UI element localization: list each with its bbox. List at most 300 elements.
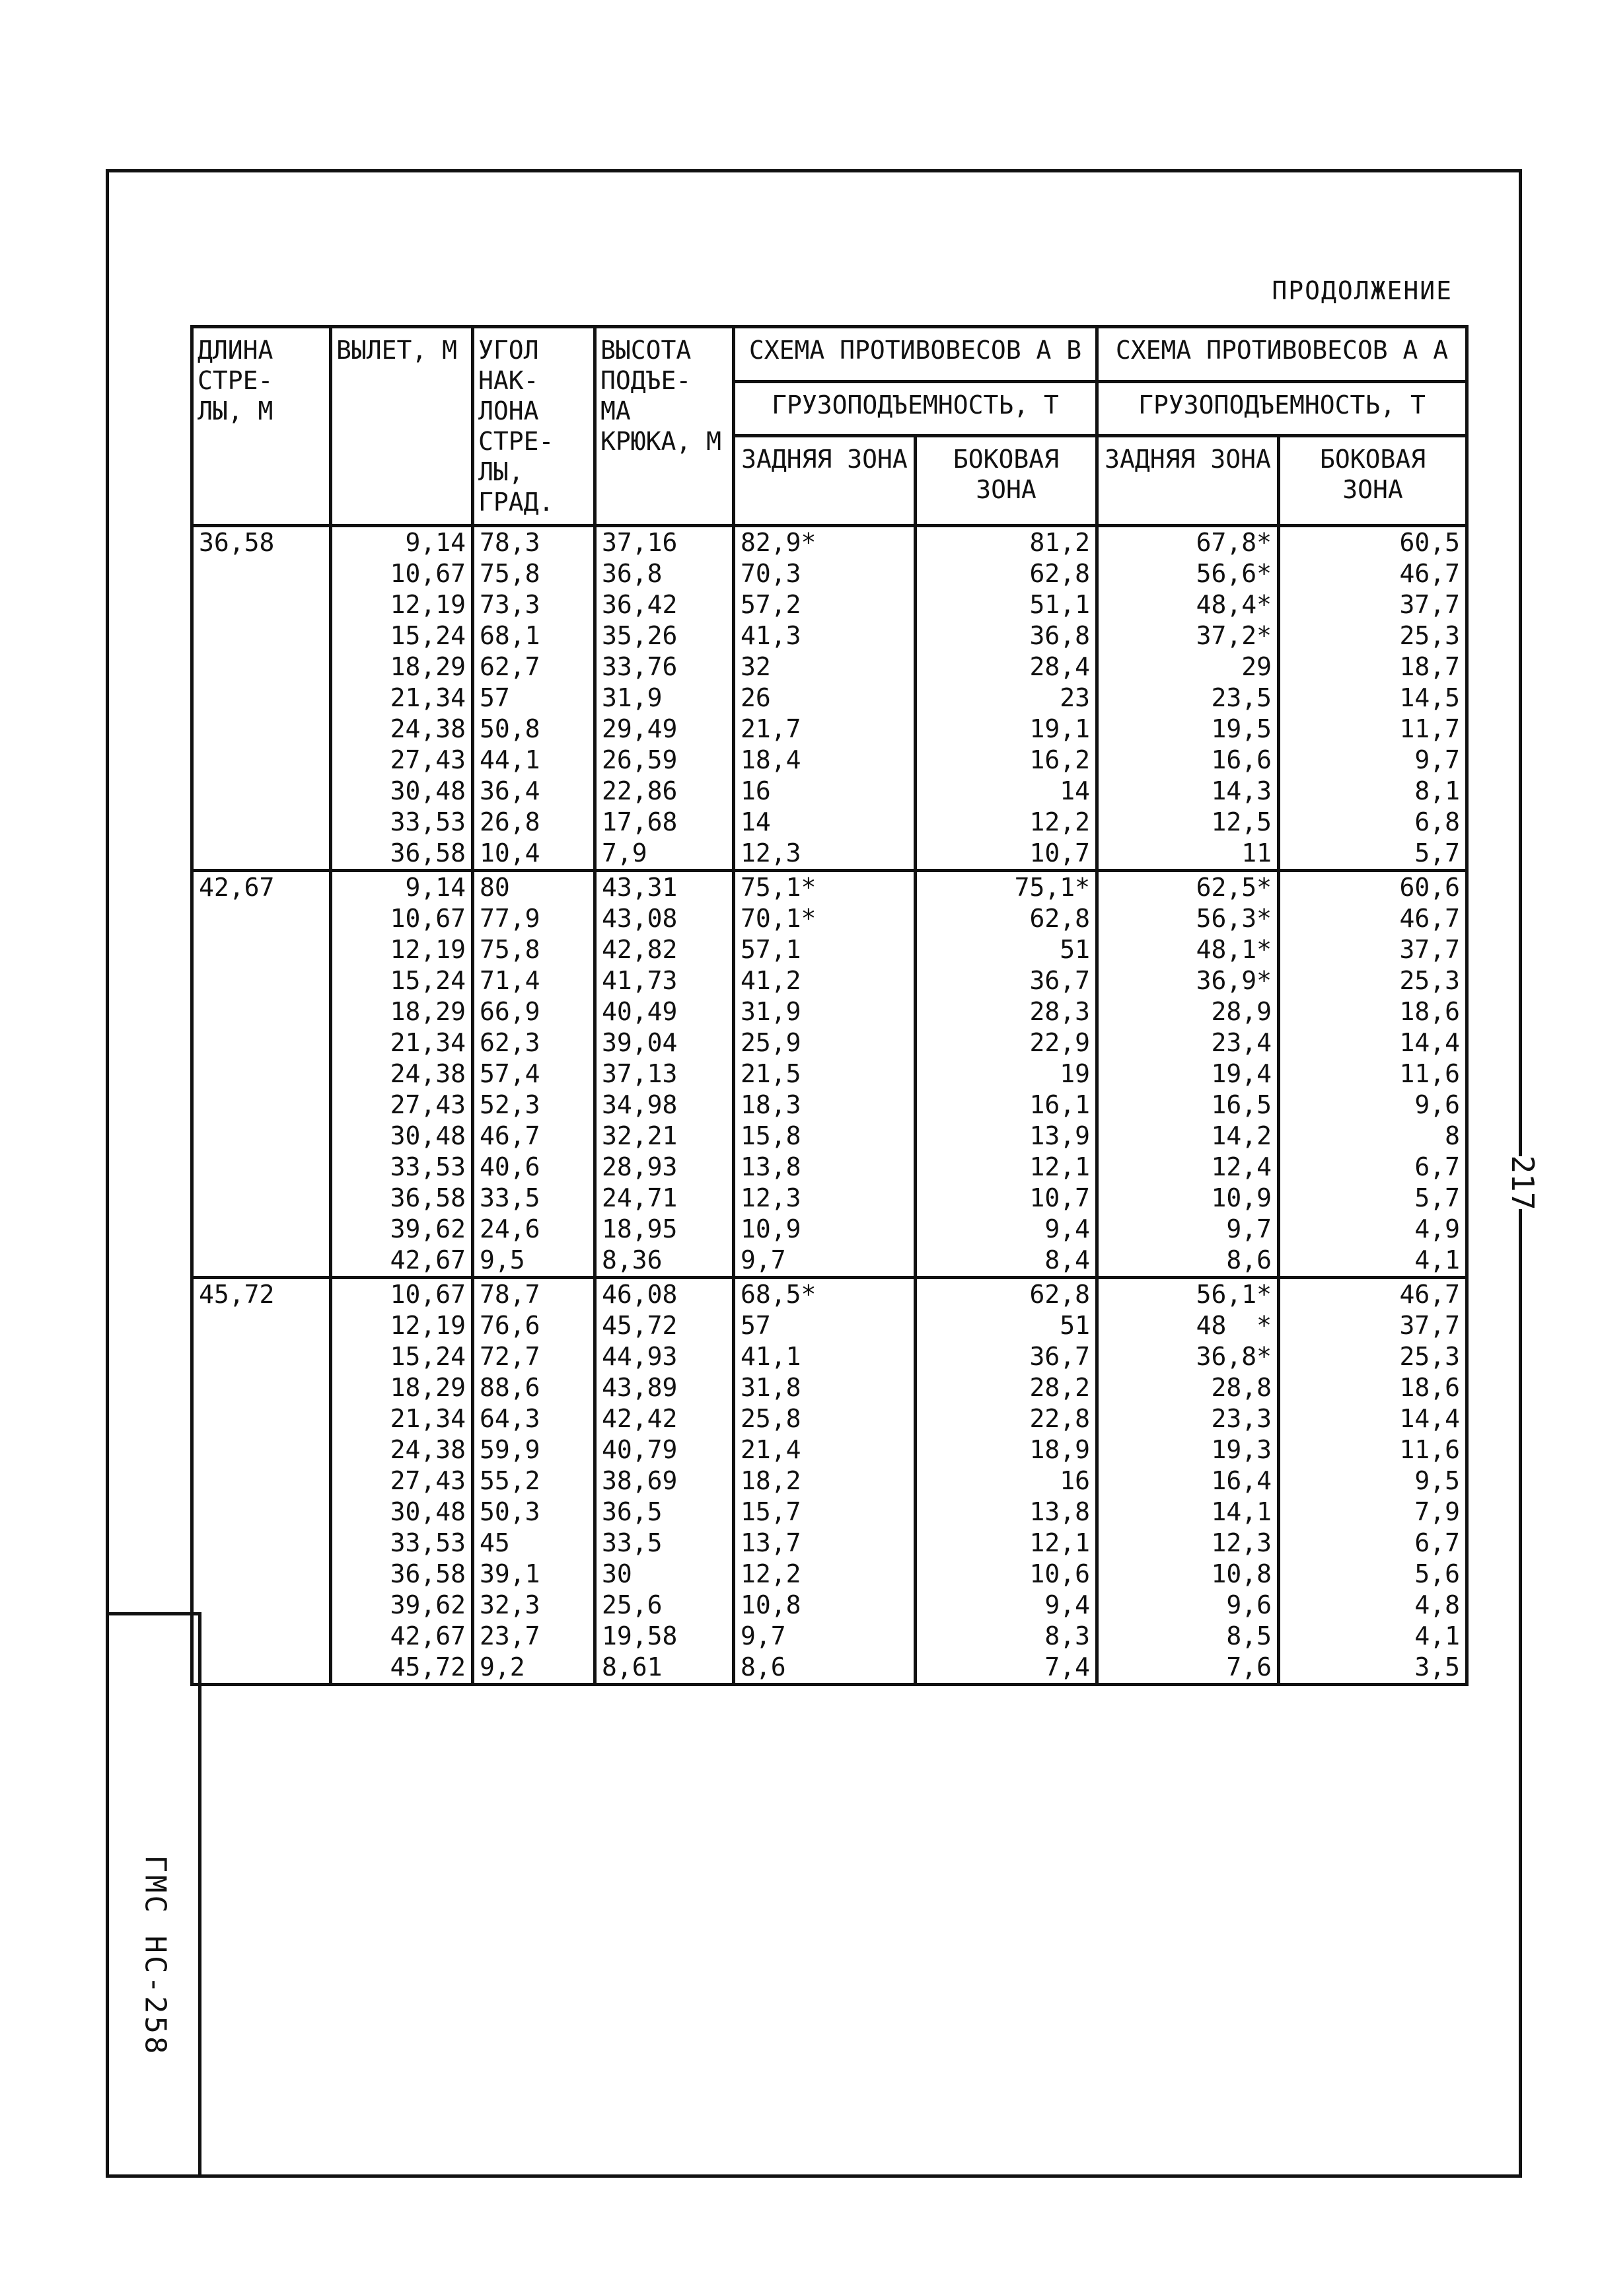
rear-zone-ab-value: 10,9 (741, 1214, 801, 1243)
side-zone-ab-value: 16,2 (1029, 745, 1091, 774)
angle-value: 50,8 (480, 714, 540, 743)
rear-zone-ab-value: 70,3 (741, 559, 801, 588)
angle-value: 62,3 (480, 1028, 540, 1057)
hook-height-value: 33,76 (602, 652, 678, 681)
rear-zone-aa-value: 56,1* (1196, 1280, 1272, 1309)
side-zone-ab-column-cell (916, 526, 1097, 871)
outreach-value: 9,14 (405, 873, 466, 902)
outreach-column-cell (331, 526, 473, 871)
side-zone-aa-value: 7,9 (1414, 1497, 1461, 1526)
rear-zone-ab-value: 41,1 (741, 1342, 801, 1371)
side-zone-aa-value: 6,7 (1414, 1528, 1461, 1557)
angle-value: 50,3 (480, 1497, 540, 1526)
side-zone-aa-value: 25,3 (1399, 1342, 1461, 1371)
side-zone-ab-value: 8,4 (1044, 1245, 1091, 1275)
angle-value: 57 (480, 683, 510, 712)
header-rear-zone-ab: ЗАДНЯЯ ЗОНА (734, 436, 916, 526)
side-zone-ab-column-cell (916, 871, 1097, 1278)
angle-value: 44,1 (480, 745, 540, 774)
hook-height-value: 17,68 (602, 807, 678, 836)
rear-zone-aa-value: 56,3* (1196, 904, 1272, 933)
outreach-column-cell (331, 871, 473, 1278)
header-capacity-ab: ГРУЗОПОДЪЕМНОСТЬ, Т (734, 381, 1097, 436)
rear-zone-aa-value: 28,8 (1211, 1373, 1272, 1402)
outreach-value: 24,38 (390, 1435, 466, 1464)
outreach-value: 33,53 (390, 1528, 466, 1557)
side-zone-ab-value: 16,1 (1029, 1090, 1091, 1119)
hook-height-value: 8,61 (602, 1652, 663, 1682)
rear-zone-ab-value: 21,4 (741, 1435, 801, 1464)
outreach-value: 30,48 (390, 1121, 466, 1150)
angle-value: 55,2 (480, 1466, 540, 1495)
rear-zone-ab-value: 32 (741, 652, 771, 681)
angle-value: 39,1 (480, 1559, 540, 1588)
angle-value: 76,6 (480, 1311, 540, 1340)
side-zone-aa-value: 46,7 (1399, 904, 1461, 933)
side-zone-ab-value: 12,1 (1029, 1528, 1091, 1557)
outreach-value: 36,58 (390, 838, 466, 868)
side-zone-ab-value: 7,4 (1044, 1652, 1091, 1682)
rear-zone-aa-value: 12,3 (1211, 1528, 1272, 1557)
side-zone-aa-column-cell (1279, 871, 1467, 1278)
hook-height-value: 36,8 (602, 559, 663, 588)
angle-value: 9,5 (480, 1245, 525, 1275)
side-zone-aa-value: 37,7 (1399, 1311, 1461, 1340)
angle-value: 80 (480, 873, 510, 902)
header-outreach: ВЫЛЕТ, М (331, 327, 473, 526)
side-zone-aa-value: 14,4 (1399, 1028, 1461, 1057)
outreach-value: 39,62 (390, 1590, 466, 1619)
angle-value: 75,8 (480, 559, 540, 588)
hook-height-value: 41,73 (602, 966, 678, 995)
side-zone-ab-value: 75,1* (1014, 873, 1091, 902)
rear-zone-aa-value: 48,4* (1196, 590, 1272, 619)
side-zone-aa-value: 4,1 (1414, 1621, 1461, 1650)
outreach-value: 10,67 (390, 904, 466, 933)
hook-height-value: 18,95 (602, 1214, 678, 1243)
hook-height-value: 30 (602, 1559, 632, 1588)
angle-value: 46,7 (480, 1121, 540, 1150)
rear-zone-ab-value: 8,6 (741, 1652, 786, 1682)
side-zone-ab-value: 36,7 (1029, 1342, 1091, 1371)
header-side-zone-aa: БОКОВАЯ ЗОНА (1279, 436, 1467, 526)
hook-height-value: 36,42 (602, 590, 678, 619)
rear-zone-ab-value: 14 (741, 807, 771, 836)
outreach-column-cell (331, 1278, 473, 1685)
boom-length-cell: 42,67 (192, 871, 331, 1278)
rear-zone-ab-value: 41,3 (741, 621, 801, 650)
rear-zone-aa-value: 14,1 (1211, 1497, 1272, 1526)
side-zone-ab-value: 14 (1060, 776, 1091, 805)
stamp-divider-vertical (198, 1612, 201, 2178)
side-zone-ab-value: 10,6 (1029, 1559, 1091, 1588)
hook-height-value: 42,82 (602, 935, 678, 964)
rear-zone-ab-value: 68,5* (741, 1280, 817, 1309)
hook-height-value: 37,16 (602, 528, 678, 557)
side-zone-aa-value: 25,3 (1399, 966, 1461, 995)
side-zone-aa-value: 37,7 (1399, 590, 1461, 619)
side-zone-aa-value: 14,5 (1399, 683, 1461, 712)
side-zone-ab-value: 28,4 (1029, 652, 1091, 681)
side-zone-ab-value: 19 (1060, 1059, 1091, 1088)
header-rear-zone-aa: ЗАДНЯЯ ЗОНА (1097, 436, 1279, 526)
hook-height-value: 7,9 (602, 838, 647, 868)
rear-zone-aa-value: 29 (1241, 652, 1272, 681)
header-angle: УГОЛ НАК- ЛОНА СТРЕ- ЛЫ, ГРАД. (473, 327, 595, 526)
outreach-value: 18,29 (390, 652, 466, 681)
angle-value: 32,3 (480, 1590, 540, 1619)
side-zone-aa-value: 8 (1445, 1121, 1461, 1150)
hook-height-column-cell (595, 1278, 734, 1685)
hook-height-value: 45,72 (602, 1311, 678, 1340)
side-zone-aa-value: 8,1 (1414, 776, 1461, 805)
outreach-value: 24,38 (390, 1059, 466, 1088)
angle-value: 77,9 (480, 904, 540, 933)
hook-height-column-cell (595, 526, 734, 871)
outreach-value: 15,24 (390, 966, 466, 995)
outreach-value: 30,48 (390, 1497, 466, 1526)
outreach-value: 10,67 (390, 1280, 466, 1309)
side-zone-ab-value: 18,9 (1029, 1435, 1091, 1464)
rear-zone-aa-value: 48,1* (1196, 935, 1272, 964)
rear-zone-aa-value: 14,3 (1211, 776, 1272, 805)
hook-height-value: 26,59 (602, 745, 678, 774)
outreach-value: 33,53 (390, 807, 466, 836)
rear-zone-aa-value: 36,8* (1196, 1342, 1272, 1371)
outreach-value: 21,34 (390, 683, 466, 712)
page-number-box (1483, 1156, 1562, 1209)
outreach-value: 27,43 (390, 745, 466, 774)
side-zone-aa-value: 25,3 (1399, 621, 1461, 650)
hook-height-value: 35,26 (602, 621, 678, 650)
side-zone-ab-value: 62,8 (1029, 904, 1091, 933)
rear-zone-ab-value: 21,5 (741, 1059, 801, 1088)
side-zone-aa-value: 9,7 (1414, 745, 1461, 774)
header-boom-length: ДЛИНА СТРЕ- ЛЫ, М (192, 327, 331, 526)
crane-capacity-table (190, 325, 1469, 1686)
angle-value: 59,9 (480, 1435, 540, 1464)
side-zone-ab-value: 36,8 (1029, 621, 1091, 650)
rear-zone-ab-column-cell (734, 871, 916, 1278)
hook-height-value: 33,5 (602, 1528, 663, 1557)
angle-value: 36,4 (480, 776, 540, 805)
angle-value: 57,4 (480, 1059, 540, 1088)
rear-zone-aa-value: 19,5 (1211, 714, 1272, 743)
side-zone-ab-value: 12,2 (1029, 807, 1091, 836)
side-zone-ab-value: 13,8 (1029, 1497, 1091, 1526)
header-hook-height: ВЫСОТА ПОДЪЕ- МА КРЮКА, М (595, 327, 734, 526)
outreach-value: 36,58 (390, 1183, 466, 1212)
continuation-label: ПРОДОЛЖЕНИЕ (1272, 276, 1453, 305)
rear-zone-ab-value: 26 (741, 683, 771, 712)
side-zone-aa-column-cell (1279, 526, 1467, 871)
hook-height-value: 8,36 (602, 1245, 663, 1275)
rear-zone-aa-value: 16,4 (1211, 1466, 1272, 1495)
rear-zone-aa-value: 67,8* (1196, 528, 1272, 557)
angle-column-cell (473, 526, 595, 871)
side-zone-aa-value: 46,7 (1399, 559, 1461, 588)
rear-zone-ab-value: 13,8 (741, 1152, 801, 1181)
rear-zone-ab-value: 31,8 (741, 1373, 801, 1402)
angle-value: 40,6 (480, 1152, 540, 1181)
angle-value: 78,3 (480, 528, 540, 557)
side-zone-ab-value: 62,8 (1029, 559, 1091, 588)
rear-zone-aa-value: 19,4 (1211, 1059, 1272, 1088)
side-zone-ab-value: 62,8 (1029, 1280, 1091, 1309)
side-zone-ab-column-cell (916, 1278, 1097, 1685)
angle-column-cell (473, 871, 595, 1278)
side-zone-ab-value: 13,9 (1029, 1121, 1091, 1150)
hook-height-value: 36,5 (602, 1497, 663, 1526)
side-zone-aa-value: 5,7 (1414, 1183, 1461, 1212)
rear-zone-aa-value: 8,5 (1226, 1621, 1272, 1650)
rear-zone-aa-value: 8,6 (1226, 1245, 1272, 1275)
side-zone-ab-value: 36,7 (1029, 966, 1091, 995)
side-zone-aa-column-cell (1279, 1278, 1467, 1685)
side-zone-ab-value: 23 (1060, 683, 1091, 712)
side-zone-aa-value: 4,8 (1414, 1590, 1461, 1619)
boom-group-row (192, 871, 1467, 1278)
outreach-value: 39,62 (390, 1214, 466, 1243)
hook-height-value: 46,08 (602, 1280, 678, 1309)
outreach-value: 30,48 (390, 776, 466, 805)
rear-zone-ab-value: 31,9 (741, 997, 801, 1026)
boom-group-row (192, 526, 1467, 871)
rear-zone-ab-value: 13,7 (741, 1528, 801, 1557)
side-zone-aa-value: 14,4 (1399, 1404, 1461, 1433)
side-zone-ab-value: 12,1 (1029, 1152, 1091, 1181)
rear-zone-aa-value: 7,6 (1226, 1652, 1272, 1682)
rear-zone-aa-column-cell (1097, 526, 1279, 871)
angle-value: 26,8 (480, 807, 540, 836)
outreach-value: 18,29 (390, 1373, 466, 1402)
angle-value: 45 (480, 1528, 510, 1557)
side-zone-aa-value: 37,7 (1399, 935, 1461, 964)
rear-zone-aa-value: 36,9* (1196, 966, 1272, 995)
rear-zone-ab-value: 10,8 (741, 1590, 801, 1619)
side-zone-aa-value: 9,5 (1414, 1466, 1461, 1495)
side-zone-aa-value: 9,6 (1414, 1090, 1461, 1119)
rear-zone-aa-value: 23,4 (1211, 1028, 1272, 1057)
outreach-value: 21,34 (390, 1028, 466, 1057)
rear-zone-aa-value: 23,3 (1211, 1404, 1272, 1433)
rear-zone-ab-value: 12,3 (741, 838, 801, 868)
rear-zone-aa-value: 56,6* (1196, 559, 1272, 588)
rear-zone-aa-value: 16,5 (1211, 1090, 1272, 1119)
rear-zone-ab-value: 16 (741, 776, 771, 805)
hook-height-value: 43,89 (602, 1373, 678, 1402)
rear-zone-ab-value: 9,7 (741, 1621, 786, 1650)
rear-zone-ab-column-cell (734, 1278, 916, 1685)
boom-length-cell: 36,58 (192, 526, 331, 871)
rear-zone-ab-value: 9,7 (741, 1245, 786, 1275)
angle-value: 62,7 (480, 652, 540, 681)
hook-height-value: 38,69 (602, 1466, 678, 1495)
rear-zone-aa-value: 9,6 (1226, 1590, 1272, 1619)
side-zone-ab-value: 51 (1060, 1311, 1091, 1340)
rear-zone-ab-value: 18,4 (741, 745, 801, 774)
rear-zone-aa-value: 10,8 (1211, 1559, 1272, 1588)
side-zone-ab-value: 51,1 (1029, 590, 1091, 619)
hook-height-column-cell (595, 871, 734, 1278)
rear-zone-aa-value: 12,4 (1211, 1152, 1272, 1181)
outreach-value: 24,38 (390, 714, 466, 743)
side-zone-aa-value: 11,6 (1399, 1435, 1461, 1464)
rear-zone-aa-value: 23,5 (1211, 683, 1272, 712)
angle-value: 68,1 (480, 621, 540, 650)
outreach-value: 36,58 (390, 1559, 466, 1588)
rear-zone-aa-value: 10,9 (1211, 1183, 1272, 1212)
angle-value: 33,5 (480, 1183, 540, 1212)
side-zone-ab-value: 51 (1060, 935, 1091, 964)
side-zone-ab-value: 8,3 (1044, 1621, 1091, 1650)
side-zone-aa-value: 5,6 (1414, 1559, 1461, 1588)
hook-height-value: 43,31 (602, 873, 678, 902)
outreach-value: 12,19 (390, 935, 466, 964)
side-zone-aa-value: 18,7 (1399, 652, 1461, 681)
side-zone-ab-value: 81,2 (1029, 528, 1091, 557)
hook-height-value: 22,86 (602, 776, 678, 805)
side-zone-aa-value: 46,7 (1399, 1280, 1461, 1309)
rear-zone-ab-value: 75,1* (741, 873, 817, 902)
table-body (192, 526, 1467, 1685)
rear-zone-aa-value: 62,5* (1196, 873, 1272, 902)
angle-value: 78,7 (480, 1280, 540, 1309)
rear-zone-aa-column-cell (1097, 871, 1279, 1278)
outreach-value: 12,19 (390, 1311, 466, 1340)
outreach-value: 27,43 (390, 1090, 466, 1119)
hook-height-value: 42,42 (602, 1404, 678, 1433)
side-zone-ab-value: 22,8 (1029, 1404, 1091, 1433)
outreach-value: 15,24 (390, 1342, 466, 1371)
hook-height-value: 32,21 (602, 1121, 678, 1150)
hook-height-value: 34,98 (602, 1090, 678, 1119)
header-side-zone-ab: БОКОВАЯ ЗОНА (916, 436, 1097, 526)
rear-zone-ab-value: 21,7 (741, 714, 801, 743)
rear-zone-ab-value: 41,2 (741, 966, 801, 995)
angle-value: 52,3 (480, 1090, 540, 1119)
hook-height-value: 40,79 (602, 1435, 678, 1464)
outreach-value: 45,72 (390, 1652, 466, 1682)
side-zone-aa-value: 11,6 (1399, 1059, 1461, 1088)
hook-height-value: 19,58 (602, 1621, 678, 1650)
side-zone-aa-value: 18,6 (1399, 1373, 1461, 1402)
side-zone-ab-value: 10,7 (1029, 1183, 1091, 1212)
rear-zone-ab-value: 12,2 (741, 1559, 801, 1588)
side-zone-ab-value: 9,4 (1044, 1590, 1091, 1619)
hook-height-value: 25,6 (602, 1590, 663, 1619)
page-number: 217 (1505, 1155, 1541, 1210)
angle-value: 88,6 (480, 1373, 540, 1402)
rear-zone-ab-value: 57 (741, 1311, 771, 1340)
angle-value: 71,4 (480, 966, 540, 995)
side-zone-ab-value: 10,7 (1029, 838, 1091, 868)
rear-zone-aa-value: 12,5 (1211, 807, 1272, 836)
angle-column-cell (473, 1278, 595, 1685)
side-zone-aa-value: 60,5 (1399, 528, 1461, 557)
rear-zone-aa-value: 11 (1241, 838, 1272, 868)
rear-zone-ab-value: 57,1 (741, 935, 801, 964)
rear-zone-aa-column-cell (1097, 1278, 1279, 1685)
side-zone-ab-value: 19,1 (1029, 714, 1091, 743)
hook-height-value: 31,9 (602, 683, 663, 712)
hook-height-value: 39,04 (602, 1028, 678, 1057)
side-zone-ab-value: 22,9 (1029, 1028, 1091, 1057)
angle-value: 10,4 (480, 838, 540, 868)
angle-value: 9,2 (480, 1652, 525, 1682)
side-zone-aa-value: 6,7 (1414, 1152, 1461, 1181)
side-zone-aa-value: 3,5 (1414, 1652, 1461, 1682)
side-zone-aa-value: 5,7 (1414, 838, 1461, 868)
rear-zone-ab-value: 70,1* (741, 904, 817, 933)
rear-zone-ab-value: 12,3 (741, 1183, 801, 1212)
hook-height-value: 37,13 (602, 1059, 678, 1088)
angle-value: 24,6 (480, 1214, 540, 1243)
hook-height-value: 44,93 (602, 1342, 678, 1371)
outreach-value: 15,24 (390, 621, 466, 650)
rear-zone-aa-value: 16,6 (1211, 745, 1272, 774)
outreach-value: 42,67 (390, 1245, 466, 1275)
side-zone-ab-value: 9,4 (1044, 1214, 1091, 1243)
rear-zone-aa-value: 28,9 (1211, 997, 1272, 1026)
side-zone-aa-value: 4,1 (1414, 1245, 1461, 1275)
side-zone-aa-value: 11,7 (1399, 714, 1461, 743)
outreach-value: 42,67 (390, 1621, 466, 1650)
boom-length-cell: 45,72 (192, 1278, 331, 1685)
outreach-value: 27,43 (390, 1466, 466, 1495)
hook-height-value: 29,49 (602, 714, 678, 743)
document-code-stamp (129, 1797, 182, 2114)
side-zone-aa-value: 60,6 (1399, 873, 1461, 902)
side-zone-aa-value: 18,6 (1399, 997, 1461, 1026)
angle-value: 64,3 (480, 1404, 540, 1433)
document-code: ГМС НС-258 (138, 1855, 172, 2057)
side-zone-aa-value: 6,8 (1414, 807, 1461, 836)
rear-zone-ab-value: 25,8 (741, 1404, 801, 1433)
side-zone-ab-value: 16 (1060, 1466, 1091, 1495)
angle-value: 73,3 (480, 590, 540, 619)
outreach-value: 12,19 (390, 590, 466, 619)
side-zone-ab-value: 28,2 (1029, 1373, 1091, 1402)
angle-value: 66,9 (480, 997, 540, 1026)
rear-zone-ab-value: 82,9* (741, 528, 817, 557)
rear-zone-ab-value: 57,2 (741, 590, 801, 619)
rear-zone-aa-value: 9,7 (1226, 1214, 1272, 1243)
stamp-divider-horizontal (106, 1612, 201, 1615)
rear-zone-aa-value: 37,2* (1196, 621, 1272, 650)
angle-value: 75,8 (480, 935, 540, 964)
outreach-value: 18,29 (390, 997, 466, 1026)
header-scheme-ab: СХЕМА ПРОТИВОВЕСОВ А В (734, 327, 1097, 382)
rear-zone-ab-value: 18,2 (741, 1466, 801, 1495)
angle-value: 72,7 (480, 1342, 540, 1371)
outreach-value: 10,67 (390, 559, 466, 588)
rear-zone-aa-value: 14,2 (1211, 1121, 1272, 1150)
outreach-value: 9,14 (405, 528, 466, 557)
side-zone-ab-value: 28,3 (1029, 997, 1091, 1026)
outreach-value: 33,53 (390, 1152, 466, 1181)
hook-height-value: 43,08 (602, 904, 678, 933)
outreach-value: 21,34 (390, 1404, 466, 1433)
rear-zone-ab-value: 15,7 (741, 1497, 801, 1526)
rear-zone-ab-value: 18,3 (741, 1090, 801, 1119)
rear-zone-ab-value: 15,8 (741, 1121, 801, 1150)
rear-zone-ab-column-cell (734, 526, 916, 871)
header-scheme-aa: СХЕМА ПРОТИВОВЕСОВ А А (1097, 327, 1467, 382)
hook-height-value: 28,93 (602, 1152, 678, 1181)
header-capacity-aa: ГРУЗОПОДЪЕМНОСТЬ, Т (1097, 381, 1467, 436)
rear-zone-ab-value: 25,9 (741, 1028, 801, 1057)
